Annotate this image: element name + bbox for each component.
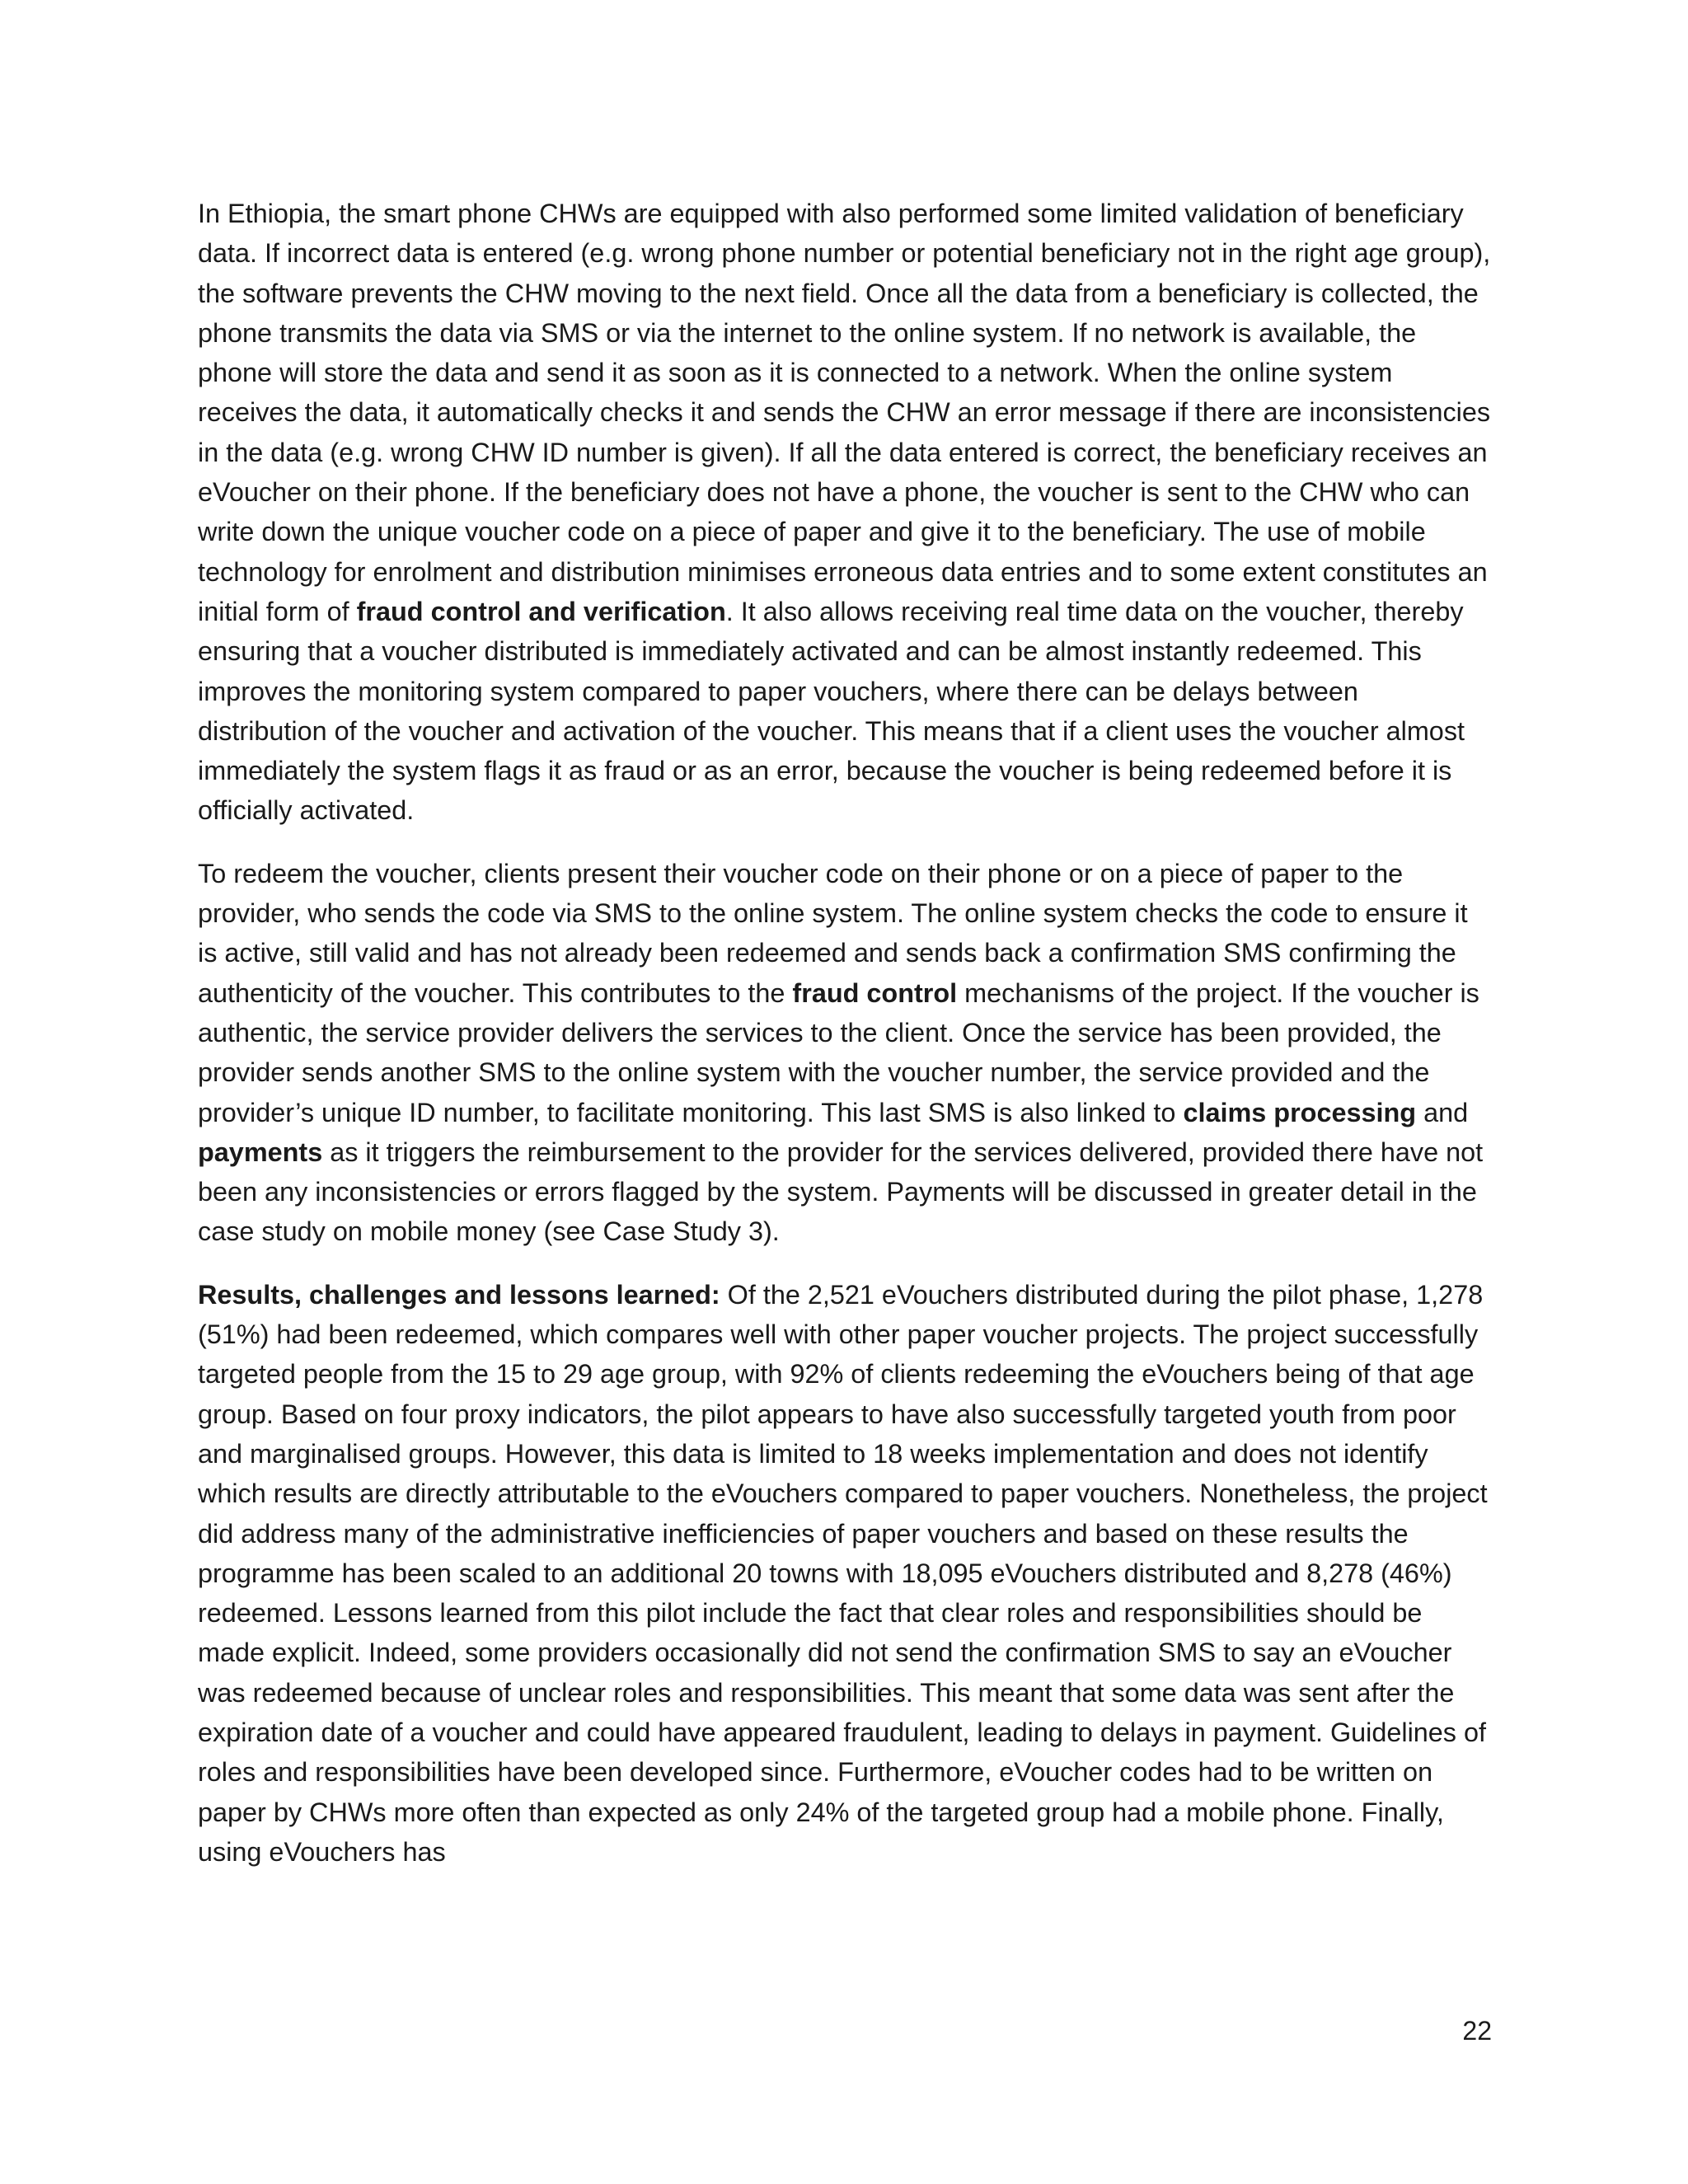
- text-run: as it triggers the reimbursement to the provider for the services delivered, provided there have not been any inconsistencies or errors flagged by the system. Payments will be discussed in greater detail in the case study on mobile money (see Case Study 3).: [198, 1137, 1484, 1247]
- paragraph-redemption: [198, 854, 1493, 1252]
- text-run: and: [1416, 1097, 1469, 1127]
- bold-term-claims-processing: claims processing: [1183, 1097, 1417, 1127]
- section-heading-results: Results, challenges and lessons learned:: [198, 1279, 720, 1310]
- text-run: mechanisms of the project. If the voucher is authentic, the service provider delivers the services to the client. Once the service has been provided, the provider sends another SMS to the online system with the voucher number, the service provided and the provider’s unique ID number, to facilitate monitoring. This last SMS is also linked to: [198, 977, 1479, 1127]
- bold-term-fraud-control-and-verification: fraud control and verification: [356, 596, 726, 626]
- text-run: . It also allows receiving real time data on the voucher, thereby ensuring that a voucher distributed is immediately activated and can be almost instantly redeemed. This improves the monitoring system compared to paper vouchers, where there can be delays between distribution of the voucher and activation of the voucher. This means that if a client uses the voucher almost immediately the system flags it as fraud or as an error, because the voucher is being redeemed before it is officially activated.: [198, 596, 1465, 826]
- paragraph-enrolment: [198, 194, 1493, 831]
- bold-term-fraud-control: fraud control: [792, 977, 958, 1008]
- paragraph-results: [198, 1275, 1493, 1872]
- page-number: 22: [1462, 2016, 1492, 2046]
- text-run: To redeem the voucher, clients present their voucher code on their phone or on a piece of paper to the provider, who sends the code via SMS to the online system. The online system checks the code to ensure it is active, still valid and has not already been redeemed and sends back a confirmation SMS confirming the authenticity of the voucher. This contributes to the: [198, 858, 1468, 1008]
- text-run: Of the 2,521 eVouchers distributed during the pilot phase, 1,278 (51%) had been redeemed, which compares well with other paper voucher projects. The project successfully targeted people from the 15 to 29 age group, with 92% of clients redeeming the eVouchers being of that age group. Based on four proxy indicators, the pilot appears to have also successfully targeted youth from poor and marginalised groups. However, this data is limited to 18 weeks implementation and does not identify which results are directly attributable to the eVouchers compared to paper vouchers. Nonetheless, the project did address many of the administrative inefficiencies of paper vouchers and based on these results the programme has been scaled to an additional 20 towns with 18,095 eVouchers distributed and 8,278 (46%) redeemed. Lessons learned from this pilot include the fact that clear roles and responsibilities should be made explicit. Indeed, some providers occasionally did not send the confirmation SMS to say an eVoucher was redeemed because of unclear roles and responsibilities. This meant that some data was sent after the expiration date of a voucher and could have appeared fraudulent, leading to delays in payment. Guidelines of roles and responsibilities have been developed since. Furthermore, eVoucher codes had to be written on paper by CHWs more often than expected as only 24% of the targeted group had a mobile phone. Finally, using eVouchers has: [198, 1279, 1488, 1867]
- body-text: [198, 194, 1493, 1895]
- bold-term-payments: payments: [198, 1137, 323, 1167]
- text-run: In Ethiopia, the smart phone CHWs are equipped with also performed some limited validation of beneficiary data. If incorrect data is entered (e.g. wrong phone number or potential beneficiary not in the right age group), the software prevents the CHW moving to the next field. Once all the data from a beneficiary is collected, the phone transmits the data via SMS or via the internet to the online system. If no network is available, the phone will store the data and send it as soon as it is connected to a network. When the online system receives the data, it automatically checks it and sends the CHW an error message if there are inconsistencies in the data (e.g. wrong CHW ID number is given). If all the data entered is correct, the beneficiary receives an eVoucher on their phone. If the beneficiary does not have a phone, the voucher is sent to the CHW who can write down the unique voucher code on a piece of paper and give it to the beneficiary. The use of mobile technology for enrolment and distribution minimises erroneous data entries and to some extent constitutes an initial form of: [198, 199, 1491, 626]
